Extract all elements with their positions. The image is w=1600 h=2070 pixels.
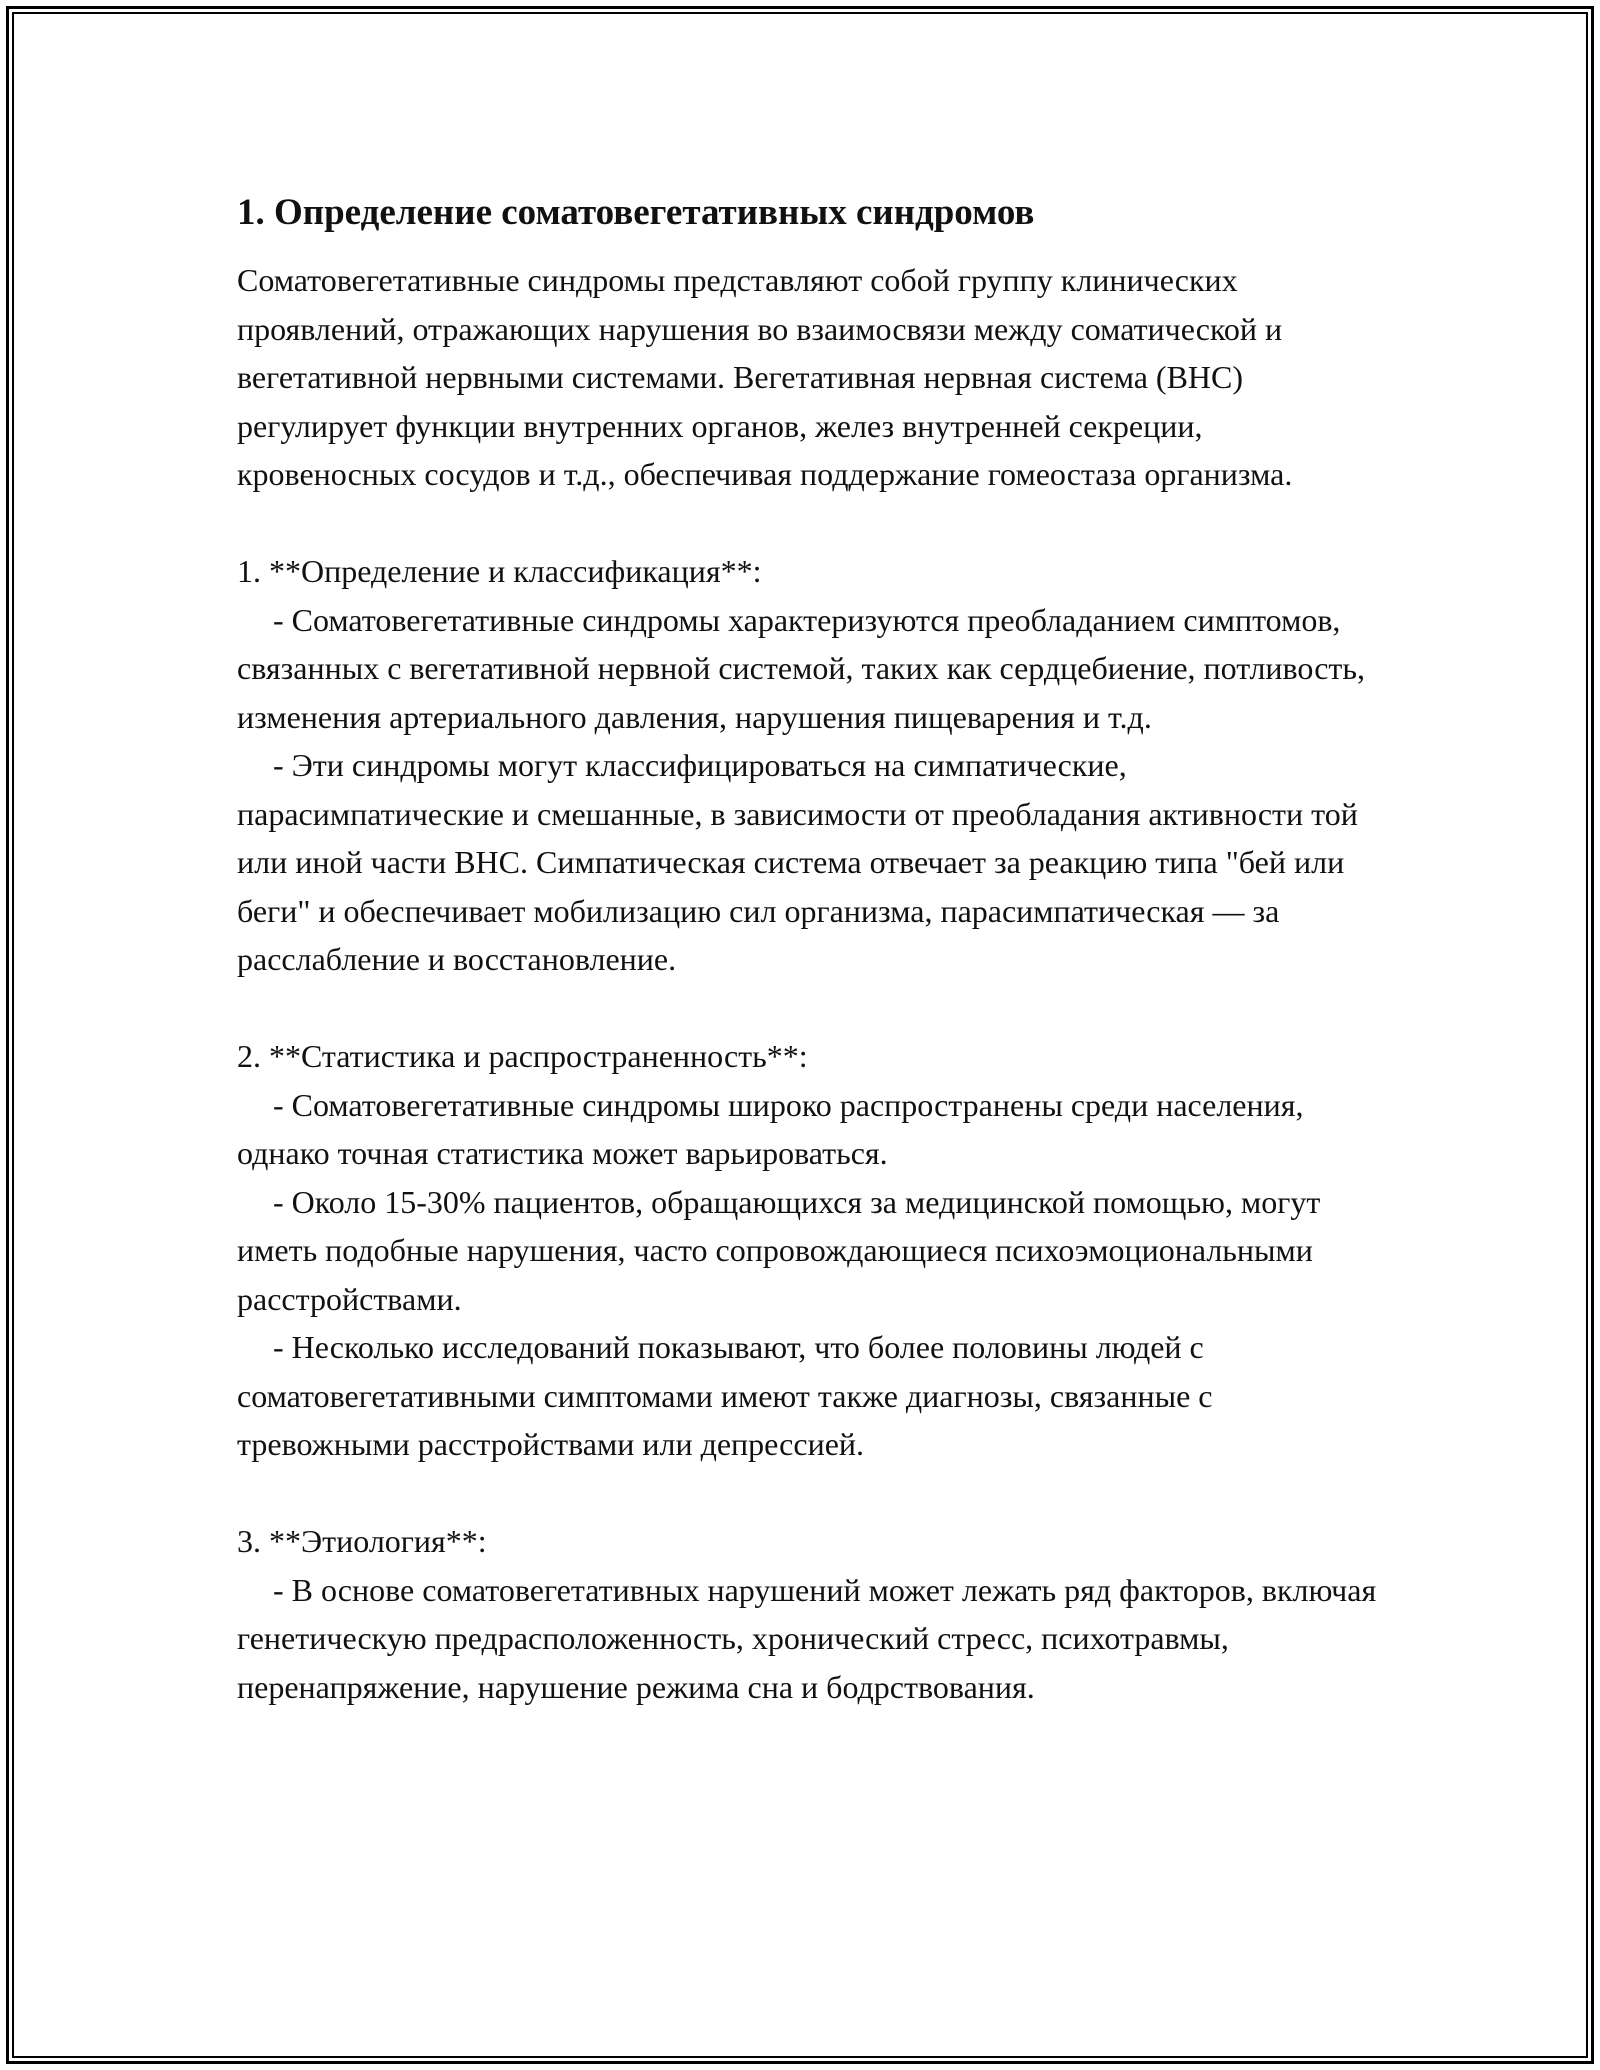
bullet-item: - В основе соматовегетативных нарушений может лежать ряд факторов, включая генетическую предрасположенность, хронический стресс, психотравмы, перенапряжение, нарушение режима сна и бодрствования. [237, 1571, 1377, 1705]
bullet-item: - Несколько исследований показывают, что более половины людей с соматовегетативными симптомами имеют также диагнозы, связанные с тревожными расстройствами или депрессией. [237, 1329, 1213, 1462]
section-heading: 2. **Статистика и распространенность**: [237, 1038, 808, 1074]
paragraph-gap [237, 1469, 1387, 1518]
bullet-item: - Соматовегетативные синдромы характеризуются преобладанием симптомов, связанных с вегетативной нервной системой, таких как сердцебиение, потливость, изменения артериального давления, нарушения пищеварения и т.д. [237, 601, 1365, 735]
intro-paragraph: Соматовегетативные синдромы представляют собой группу клинических проявлений, отражающих нарушения во взаимосвязи между соматической и вегетативной нервными системами. Вегетативная нервная система (ВНС) регулирует функции внутренних органов, желез внутренней секреции, кровеносных сосудов и т.д., обеспечивая поддержание гомеостаза организма. [237, 262, 1293, 492]
paragraph-gap [237, 499, 1387, 548]
document-body [237, 188, 1387, 1711]
section-statistics [237, 1032, 1387, 1469]
section-heading: 1. **Определение и классификация**: [237, 553, 762, 589]
section-etiology [237, 1517, 1387, 1711]
bullet-item: - Соматовегетативные синдромы широко распространены среди населения, однако точная статистика может варьироваться. [237, 1086, 1304, 1171]
bullet-item: - Около 15-30% пациентов, обращающихся за медицинской помощью, могут иметь подобные нарушения, часто сопровождающиеся психоэмоциональными расстройствами. [237, 1183, 1321, 1317]
document-title: 1. Определение соматовегетативных синдромов [237, 192, 1035, 233]
section-heading: 3. **Этиология**: [237, 1523, 487, 1559]
bullet-item: - Эти синдромы могут классифицироваться на симпатические, парасимпатические и смешанные, в зависимости от преобладания активности той или иной части ВНС. Симпатическая система отвечает за реакцию типа "бей или беги" и обеспечивает мобилизацию сил организма, парасимпатическая — за расслабление и восстановление. [237, 747, 1358, 977]
paragraph-gap [237, 984, 1387, 1033]
section-classification [237, 547, 1387, 984]
